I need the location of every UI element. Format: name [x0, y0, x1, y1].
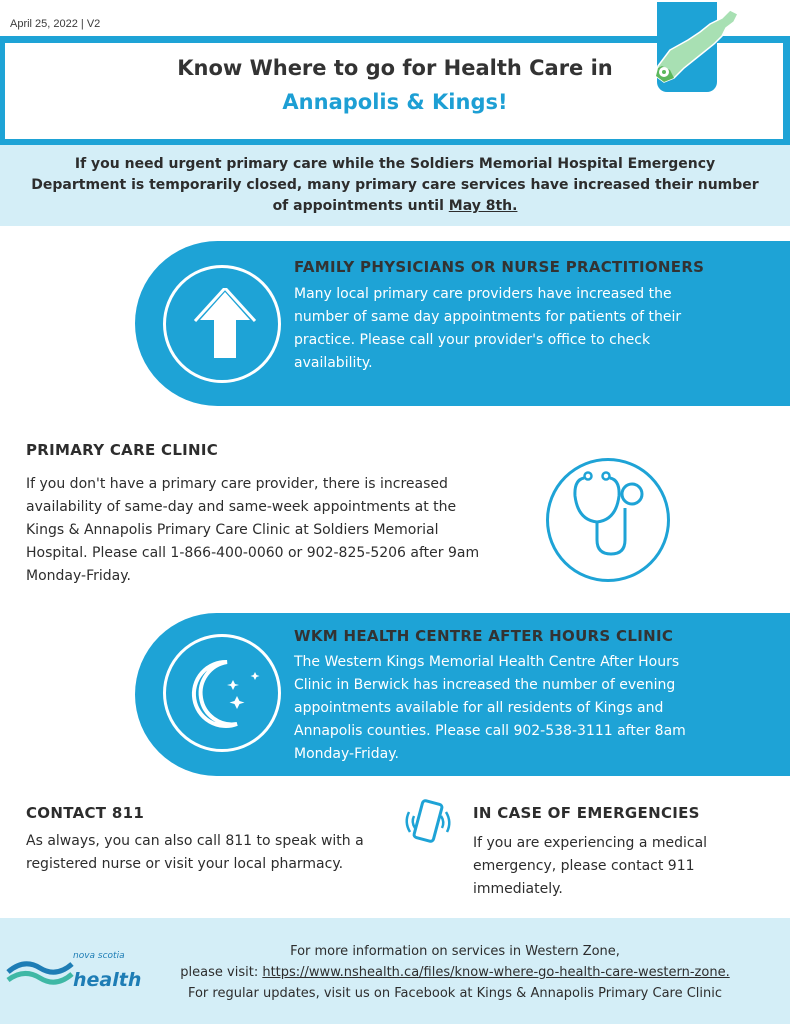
emergencies-heading: IN CASE OF EMERGENCIES [473, 804, 700, 822]
primary-care-clinic-heading: PRIMARY CARE CLINIC [26, 441, 219, 459]
emergencies-line: If you are experiencing a medical [473, 835, 708, 851]
moon-stars-icon [177, 648, 269, 740]
family-physicians-heading: FAMILY PHYSICIANS OR NURSE PRACTITIONERS [294, 258, 705, 276]
emergencies-line: emergency, please contact 911 [473, 858, 695, 874]
family-physicians-line: number of same day appointments for patients of their [294, 309, 682, 325]
primary-care-clinic-line: If you don't have a primary care provider, there is increased [26, 476, 448, 492]
contact-811-line: registered nurse or visit your local pharmacy. [26, 856, 344, 872]
logo-health-text: health [73, 969, 142, 991]
primary-care-clinic-line: Kings & Annapolis Primary Care Clinic at Soldiers Memorial [26, 522, 439, 538]
footer-visit-label: please visit: [180, 965, 263, 980]
family-physicians-line: availability. [294, 355, 373, 371]
contact-811-heading: CONTACT 811 [26, 804, 145, 822]
contact-811-body [26, 830, 396, 876]
emergencies-body [473, 832, 773, 901]
footer-line1: For more information on services in Western Zone, [290, 944, 620, 959]
version-date: April 25, 2022 | V2 [10, 18, 101, 30]
wkm-after-hours-heading: WKM HEALTH CENTRE AFTER HOURS CLINIC [294, 627, 674, 645]
footer-info-link[interactable]: https://www.nshealth.ca/files/know-where-go-health-care-western-zone. [262, 965, 730, 980]
primary-care-clinic-line: Hospital. Please call 1-866-400-0060 or 902-825-5206 after 9am [26, 545, 480, 561]
wkm-after-hours-line: appointments available for all residents of Kings and [294, 700, 664, 716]
wkm-after-hours-line: Monday-Friday. [294, 746, 399, 762]
primary-care-clinic-line: Monday-Friday. [26, 568, 131, 584]
family-physicians-line: Many local primary care providers have increased the [294, 286, 672, 302]
footer-line2 [120, 965, 790, 980]
wkm-after-hours-line: Clinic in Berwick has increased the number of evening [294, 677, 676, 693]
page-title-line1: Know Where to go for Health Care in [177, 56, 613, 80]
stethoscope-icon [566, 470, 652, 566]
logo-province-text: nova scotia [73, 951, 125, 961]
primary-care-clinic-body [26, 473, 536, 588]
page-title-line2: Annapolis & Kings! [282, 90, 508, 114]
wkm-after-hours-line: The Western Kings Memorial Health Centre After Hours [294, 654, 680, 670]
nshealth-logo-icon [6, 950, 74, 990]
contact-811-line: As always, you can also call 811 to speak with a [26, 833, 364, 849]
wkm-after-hours-body [294, 651, 774, 766]
family-physicians-body [294, 283, 774, 375]
primary-care-clinic-line: availability of same-day and same-week appointments at the [26, 499, 457, 515]
intro-text-body: If you need urgent primary care while the Soldiers Memorial Hospital Emergency Department is temporarily closed, many primary care services have increased their number of appointments until [31, 156, 759, 214]
wkm-after-hours-line: Annapolis counties. Please call 902-538-3111 after 8am [294, 723, 686, 739]
intro-text [30, 154, 760, 217]
emergencies-line: immediately. [473, 881, 563, 897]
phone-ringing-icon [402, 796, 454, 852]
arrow-up-icon [194, 288, 256, 364]
footer-line3: For regular updates, visit us on Facebook at Kings & Annapolis Primary Care Clinic [187, 986, 723, 1001]
family-physicians-line: practice. Please call your provider's office to check [294, 332, 651, 348]
intro-deadline-date: May 8th. [448, 198, 518, 214]
